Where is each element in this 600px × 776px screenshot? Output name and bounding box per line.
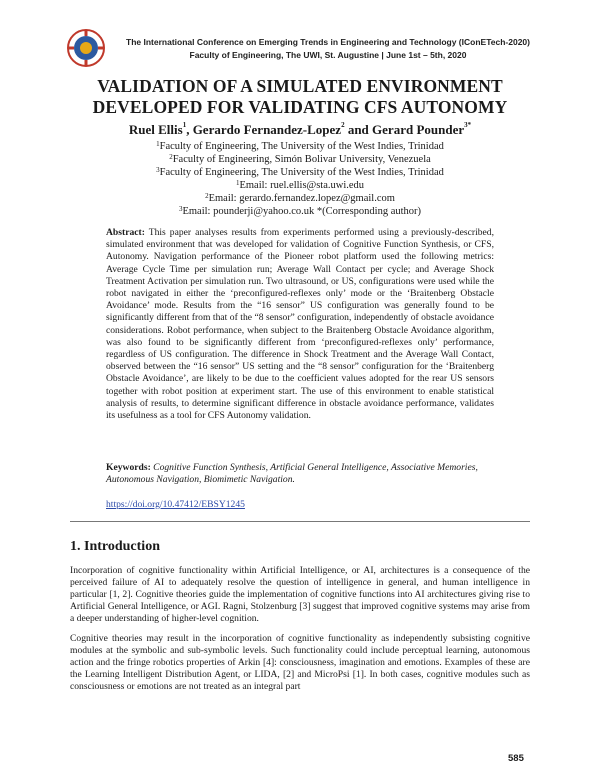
- email: [40, 180, 560, 191]
- affiliation-text: Faculty of Engineering, The University of the West Indies, Trinidad: [159, 167, 444, 178]
- author-name: Ruel Ellis: [128, 122, 183, 137]
- author-separator: ,: [186, 122, 193, 137]
- conference-logo-icon: [66, 28, 106, 68]
- author-name: Gerardo Fernandez-Lopez: [192, 122, 342, 137]
- keywords-text: Cognitive Function Synthesis, Artificial General Intelligence, Associative Memories, Autonomous Navigation, Biomimetic Navigation.: [106, 462, 478, 486]
- paper-title: [40, 76, 560, 118]
- author-list: [40, 122, 560, 138]
- keywords-label: Keywords:: [106, 462, 151, 473]
- title-line-1: VALIDATION OF A SIMULATED ENVIRONMENT: [97, 76, 503, 96]
- conference-name: The International Conference on Emerging Trends in Engineering and Technology (IConETech-2020): [126, 37, 530, 47]
- section-heading: 1. Introduction: [70, 539, 160, 554]
- author-sup: 3*: [464, 121, 472, 129]
- body-paragraph: Cognitive theories may result in the incorporation of cognitive functionality as independently subsisting cognitive modules at the symbolic and sub-symbolic levels. Such functionality could include perceptual learning, autonomous action and the fringe robotics properties of Arkin [4]: consciousness, imagination and emotions. Examples of these are the Learning Intelligent Distribution Agent, or LIDA, [2] and MicroPsi [1]. In both cases, cognitive modules such as consciousness or emotions are not treated as an integral part: [70, 633, 530, 692]
- affiliation-sup: 1: [156, 140, 160, 148]
- affiliation-sup: 2: [169, 153, 173, 161]
- title-line-2: DEVELOPED FOR VALIDATING CFS AUTONOMY: [92, 97, 508, 117]
- email: [40, 206, 560, 217]
- keywords: [106, 462, 494, 486]
- abstract-label: Abstract:: [106, 227, 145, 238]
- affiliation-text: Faculty of Engineering, Simón Bolivar University, Venezuela: [172, 154, 431, 165]
- author-separator: and: [344, 122, 373, 137]
- email-text: Email: pounderji@yahoo.co.uk *(Corresponding author): [182, 206, 422, 217]
- email-sup: 2: [205, 192, 209, 200]
- affiliation-sup: 3: [156, 166, 160, 174]
- affiliation-text: Faculty of Engineering, The University of the West Indies, Trinidad: [159, 141, 444, 152]
- author-sup: 1: [182, 121, 187, 129]
- page-number: 585: [508, 753, 524, 764]
- email-text: Email: ruel.ellis@sta.uwi.edu: [239, 180, 365, 191]
- author-name: Gerard Pounder: [372, 122, 465, 137]
- conference-venue: Faculty of Engineering, The UWI, St. Augustine | June 1st – 5th, 2020: [189, 50, 467, 60]
- affiliation: [40, 167, 560, 178]
- author-sup: 2: [341, 121, 345, 129]
- email: [40, 193, 560, 204]
- abstract: [106, 227, 494, 422]
- email-sup: 3: [178, 205, 183, 213]
- abstract-text: This paper analyses results from experiments performed using a previously-described, simulated environment that was developed for validation of Cognitive Function Synthesis, or CFS, Autonomy. Navigation performance of the Pioneer robot platform used the following metrics: Average Cycle Time per simulation run; Average Wall Contact per cycle; and Average Shock Treatment Activation per simulation run. Two ultrasound, or US, configurations were used while the robot navigated in either the ‘preconfigured-reflexes only’ mode or the ‘Braitenberg Obstacle Avoidance’ mode. Results from the “16 sensor” US configuration was generally found to be significantly different from that of the “8 sensor” configuration, independently of obstacle avoidance considerations. Robot performance, when subject to the Braitenberg Obstacle Avoidance algorithm, was also found to be significantly different from ‘preconfigured-reflexes only’ performance, regardless of US configuration. The difference in Shock Treatment and the Average Wall Contact, observed between the “16 sensor” US setting and the “8 sensor” configuration for the ‘Braitenberg Obstacle Avoidance’, are likely to be due to the coefficient values adopted for the rear US sensors together with robot position at experiment start. The use of this environment to enable statistical analysis of results, to determine significant difference in obstacle avoidance performance, validates its usefulness as a tool for CFS Autonomy validation.: [106, 227, 494, 422]
- affiliation: [40, 154, 560, 165]
- doi-link[interactable]: https://doi.org/10.47412/EBSY1245: [106, 499, 245, 510]
- affiliation: [40, 141, 560, 152]
- section-divider: [70, 521, 530, 522]
- email-text: Email: gerardo.fernandez.lopez@gmail.com: [208, 193, 395, 204]
- email-sup: 1: [235, 179, 240, 187]
- body-paragraph: Incorporation of cognitive functionality within Artificial Intelligence, or AI, architectures is a consequence of the perceived failure of AI to adequately resolve the question of intelligence in general, and human intelligence in particular [1, 2]. Cognitive theories guide the implementation of cognitive functions into AI architectures giving rise to Artificial General Intelligence, or AGI. Ragni, Stolzenburg [3] suggest that improved cognitive systems may arise from a deeper understanding of higher-level cognition.: [70, 565, 530, 624]
